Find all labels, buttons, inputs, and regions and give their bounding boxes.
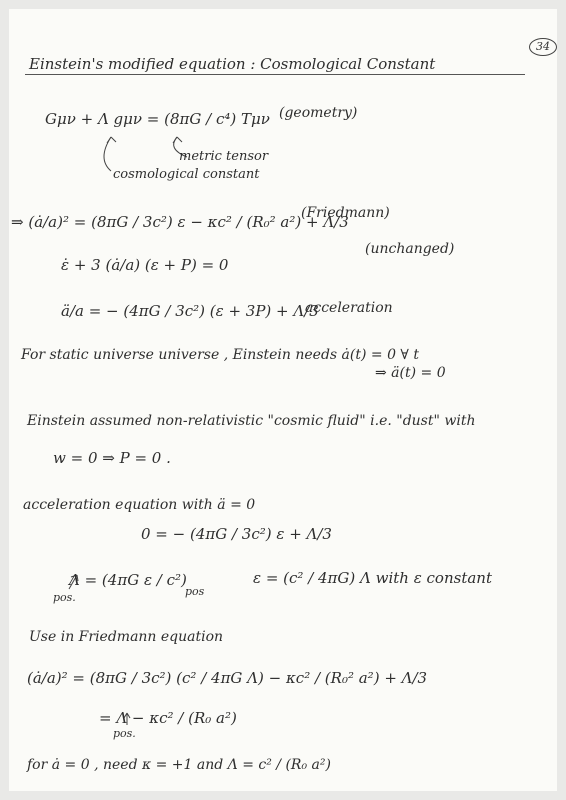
pos-label-small: pos (185, 585, 205, 598)
acceleration-with-line: acceleration equation with ä = 0 (23, 497, 256, 513)
metric-tensor-note: metric tensor (179, 149, 269, 164)
w-zero-line: w = 0 ⇒ P = 0 . (53, 449, 171, 467)
page-number: 34 (529, 38, 557, 56)
use-in-friedmann-line: Use in Friedmann equation (29, 629, 224, 645)
static-implies-line: ⇒ ä(t) = 0 (375, 365, 446, 381)
page-title: Einstein's modified equation : Cosmological Constant (29, 55, 436, 73)
fluid-equation: ε̇ + 3 (ȧ/a) (ε + P) = 0 (61, 256, 229, 274)
substituted-friedmann: (ȧ/a)² = (8πG / 3c²) (c² / 4πG Λ) − κc² / (R₀² a²) + Λ/3 (27, 669, 428, 687)
friedmann-label: (Friedmann) (301, 205, 390, 221)
cosmological-constant-note: cosmological constant (113, 167, 260, 182)
lambda-result: Λ = (4πG ε / c²) (69, 571, 187, 589)
acceleration-equation: ä/a = − (4πG / 3c²) (ε + 3P) + Λ/3 (61, 302, 319, 320)
pos-label-bottom: pos. (113, 727, 136, 740)
epsilon-result: ε = (c² / 4πG) Λ with ε constant (253, 569, 492, 587)
geometry-note: (geometry) (279, 105, 358, 121)
simplified-equation: = Λ − κc² / (R₀ a²) (99, 709, 237, 727)
title-underline (25, 74, 525, 75)
static-universe-line: For static universe universe , Einstein needs ȧ(t) = 0 ∀ t (21, 347, 419, 363)
zero-equation: 0 = − (4πG / 3c²) ε + Λ/3 (141, 525, 332, 543)
fluid-label: (unchanged) (365, 241, 455, 257)
friedmann-equation: ⇒ (ȧ/a)² = (8πG / 3c²) ε − κc² / (R₀² a²) + Λ/3 (11, 213, 349, 231)
acceleration-label: acceleration (305, 300, 393, 316)
notebook-page (9, 9, 557, 791)
final-condition-line: for ȧ = 0 , need κ = +1 and Λ = c² / (R₀ a²) (27, 757, 331, 773)
pos-label-left: pos. (53, 591, 76, 604)
cosmic-fluid-line: Einstein assumed non-relativistic "cosmic fluid" i.e. "dust" with (27, 413, 476, 429)
field-equation: Gμν + Λ gμν = (8πG / c⁴) Tμν (45, 110, 270, 128)
